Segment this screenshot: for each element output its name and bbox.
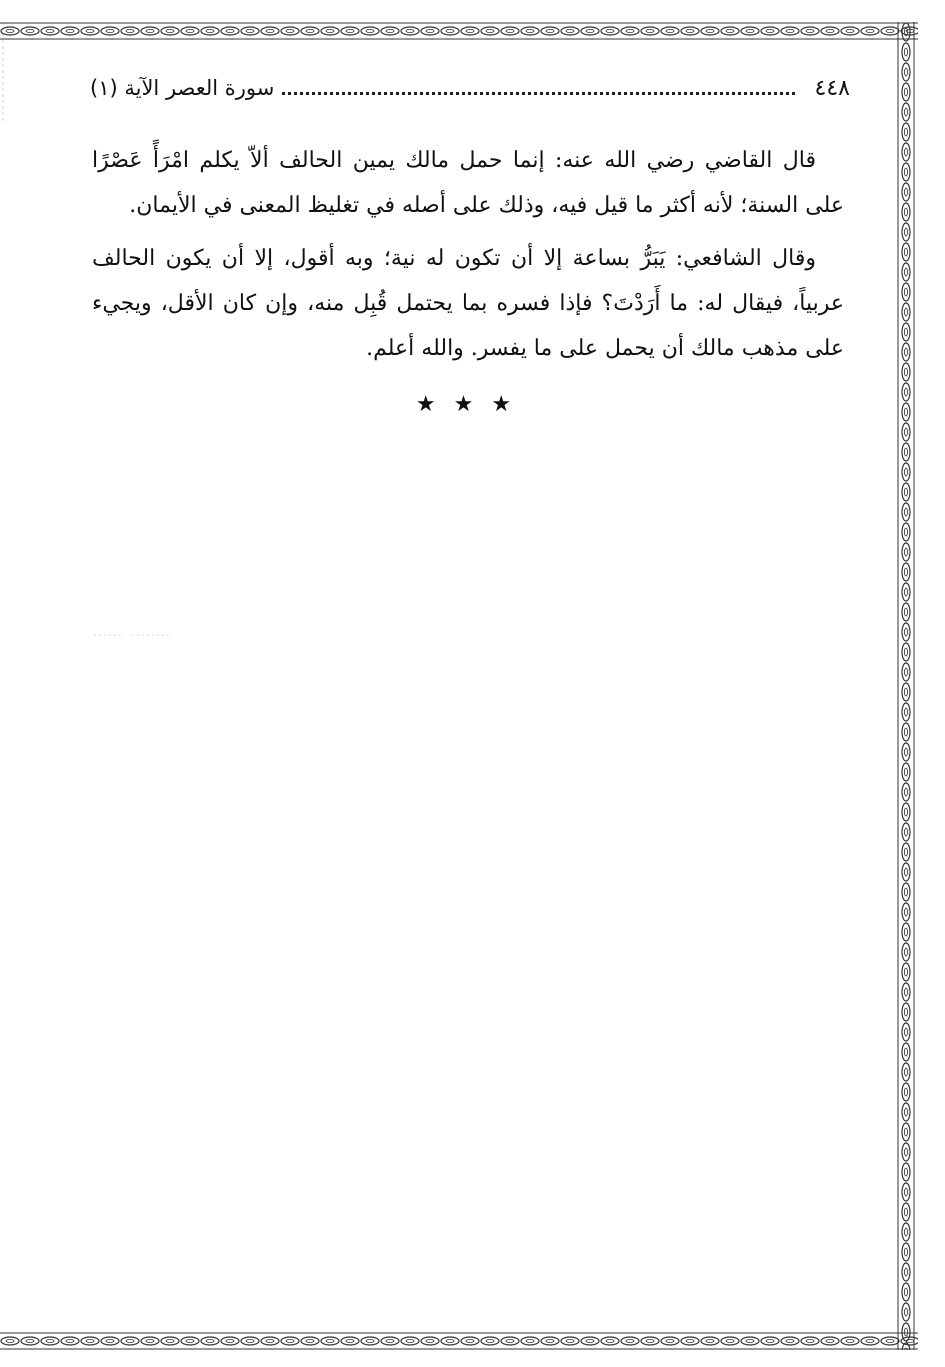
- paragraph: قال القاضي رضي الله عنه: إنما حمل مالك يمين الحالف ألاّ يكلم امْرَأً عَصْرًا على السنة؛ لأنه أكثر ما قيل فيه، وذلك على أصله في تغليظ المعنى في الأيمان.: [92, 148, 844, 218]
- scan-artifact: [92, 628, 172, 642]
- decorative-border-top: [0, 22, 918, 40]
- decorative-border-left-fragment: [0, 22, 6, 122]
- page-body: [92, 138, 844, 379]
- paragraph: وقال الشافعي: يَبَرُّ بساعة إلا أن تكون له نية؛ وبه أقول، إلا أن يكون الحالف عربياً، فيقال له: ما أَرَدْتَ؟ فإذا فسره بما يحتمل قُبِل منه، وإن كان الأقل، ويجيء على مذهب مالك أن يحمل على ما يفسر. والله أعلم.: [92, 246, 844, 361]
- page-number: ٤٤٨: [814, 75, 850, 101]
- decorative-border-bottom: [0, 1332, 918, 1350]
- leader-dots: [282, 92, 794, 95]
- section-separator: ★★★: [415, 392, 530, 417]
- decorative-border-right: [897, 22, 915, 1350]
- page-header: [90, 70, 850, 106]
- running-title: سورة العصر الآية (١): [90, 76, 275, 100]
